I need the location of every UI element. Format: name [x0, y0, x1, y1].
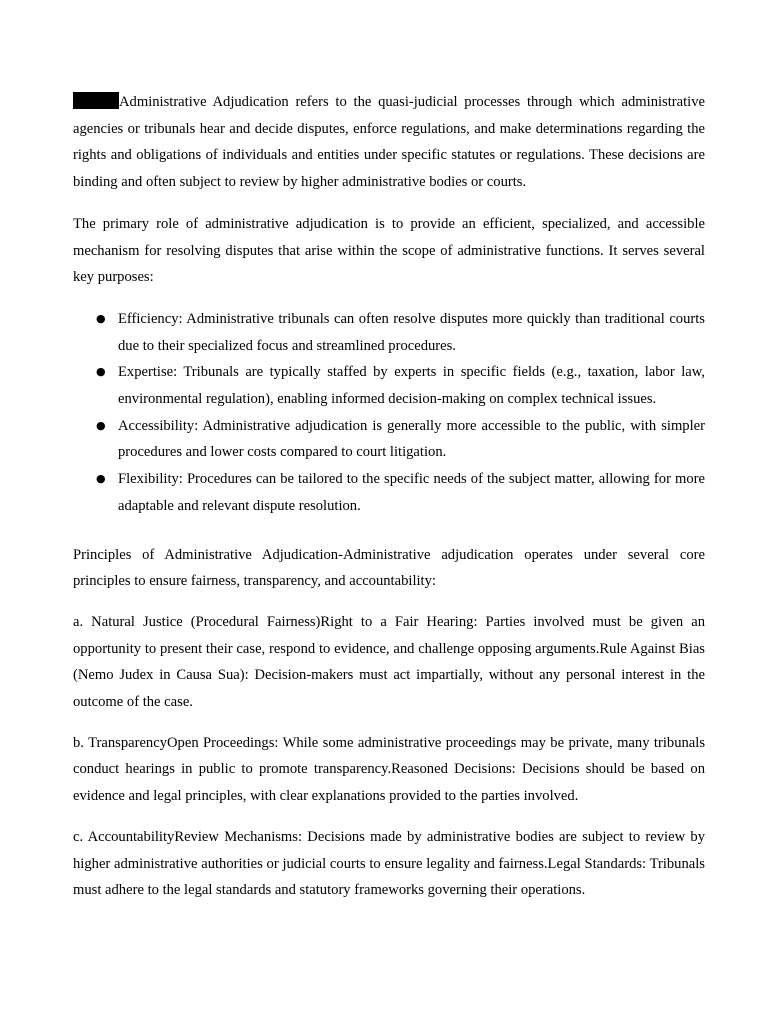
- principle-b-paragraph: b. TransparencyOpen Proceedings: While some administrative proceedings may be private, many tribunals conduct hearings in public to promote transparency.Reasoned Decisions: Decisions should be based on evidence and legal principles, with clear explanations provided to the parties involved.: [73, 734, 705, 805]
- principle-a-paragraph: a. Natural Justice (Procedural Fairness)Right to a Fair Hearing: Parties involved must be given an opportunity to present their case, respond to evidence, and challenge opposing arguments.Rule Against Bias (Nemo Judex in Causa Sua): Decision-makers must act impartially, without any personal interest in the outcome of the case.: [73, 613, 705, 711]
- bullet-icon: ●: [96, 365, 106, 379]
- role-paragraph: The primary role of administrative adjudication is to provide an efficient, specialized, and accessible mechanism for resolving disputes that arise within the scope of administrative functions. It serves several key purposes:: [73, 215, 705, 286]
- principle-c-paragraph: c. AccountabilityReview Mechanisms: Decisions made by administrative bodies are subject to review by higher administrative authorities or judicial courts to ensure legality and fairness.Legal Standards: Tribunals must adhere to the legal standards and statutory frameworks governing their operations.: [73, 828, 705, 899]
- list-item: [73, 466, 705, 519]
- list-item-text: Efficiency: Administrative tribunals can often resolve disputes more quickly than traditional courts due to their specialized focus and streamlined procedures.: [118, 310, 705, 354]
- document-page: [73, 89, 705, 904]
- bullet-icon: ●: [96, 418, 106, 432]
- list-item-text: Expertise: Tribunals are typically staffed by experts in specific fields (e.g., taxation, labor law, environmental regulation), enabling informed decision-making on complex technical issues.: [118, 364, 705, 408]
- principles-paragraph: Principles of Administrative Adjudication-Administrative adjudication operates under several core principles to ensure fairness, transparency, and accountability:: [73, 546, 705, 590]
- list-item-text: Flexibility: Procedures can be tailored to the specific needs of the subject matter, allowing for more adaptable and relevant dispute resolution.: [118, 471, 705, 514]
- list-item: [73, 306, 705, 359]
- bullet-icon: ●: [96, 311, 106, 325]
- purposes-list: [73, 306, 705, 520]
- intro-paragraph: [73, 89, 705, 196]
- list-item: [73, 413, 705, 466]
- bullet-icon: ●: [96, 472, 106, 486]
- list-item: [73, 359, 705, 412]
- redaction-block: [73, 92, 119, 109]
- intro-text: Administrative Adjudication refers to the quasi-judicial processes through which administrative agencies or tribunals hear and decide disputes, enforce regulations, and make determinations regarding the rights and obligations of individuals and entities under specific statutes or regulations. These decisions are binding and often subject to review by higher administrative bodies or courts.: [73, 94, 705, 191]
- list-item-text: Accessibility: Administrative adjudication is generally more accessible to the public, with simpler procedures and lower costs compared to court litigation.: [118, 417, 705, 461]
